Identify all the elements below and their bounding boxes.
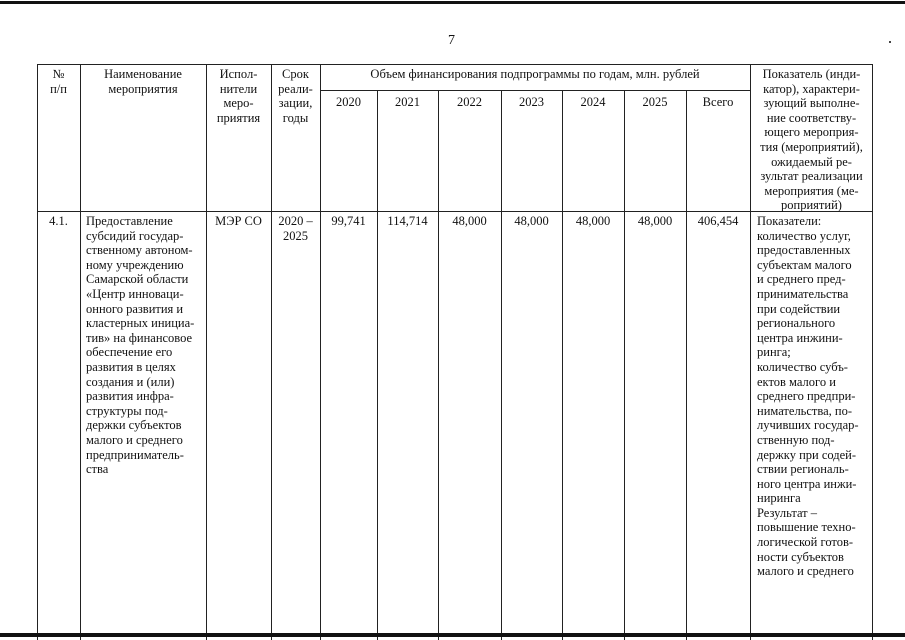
row-term: 2020 – 2025 xyxy=(278,214,313,243)
header-funding-title: Объем финансирования подпрограммы по годам, млн. рублей xyxy=(370,67,700,81)
row-value-2024: 48,000 xyxy=(575,214,611,228)
scan-speck xyxy=(889,41,891,43)
row-value-2023: 48,000 xyxy=(514,214,549,228)
row-num: 4.1. xyxy=(49,214,68,228)
header-year-2025: 2025 xyxy=(642,95,668,109)
page-number: 7 xyxy=(448,33,455,48)
row-value-2022: 48,000 xyxy=(452,214,487,228)
row-executor: МЭР СО xyxy=(215,214,262,228)
row-value-2020: 99,741 xyxy=(331,214,366,228)
header-year-2024: 2024 xyxy=(580,95,606,109)
header-year-2021: 2021 xyxy=(395,95,420,109)
header-year-2020: 2020 xyxy=(336,95,361,109)
row-value-2025: 48,000 xyxy=(637,214,673,228)
row-indicator: Показатели: количество услуг, предоставленных субъектам малого и среднего пред- принимательства при содействии регионального центра инжини- ринга; количество субъ- ектов малого и среднего предпри- нимательства, по- лучивших государ- ственную под- держку при содей- ствии региональ- ного центра инжи- ниринга Результат – повышение техно- логической готов- ности субъектов малого и среднего xyxy=(757,214,859,579)
top-border-line xyxy=(0,1,905,4)
header-indicator: Показатель (инди- катор), характери- зующий выполне- ние соответству- ющего мероприя- тия (мероприятий), ожидаемый ре- зультат реализации мероприятия (ме- роприятий) xyxy=(760,67,863,213)
header-total: Всего xyxy=(702,95,734,109)
bottom-border-line xyxy=(0,633,905,637)
header-name: Наименование мероприятия xyxy=(104,67,182,96)
header-year-2022: 2022 xyxy=(457,95,482,109)
header-num: № п/п xyxy=(50,67,67,96)
header-executor: Испол- нители меро- приятия xyxy=(216,67,261,125)
row-value-total: 406,454 xyxy=(697,214,739,228)
row-name: Предоставление субсидий государ- ственному автоном- ному учреждению Самарской области «Центр инноваци- онного развития и кластерных инициа- тив» на финансовое обеспечение его развития в целях создания и (или) развития инфра- структуры под- держки субъектов малого и среднего предприниматель- ства xyxy=(86,214,195,477)
header-term: Срок реали- зации, годы xyxy=(278,67,313,125)
header-year-2023: 2023 xyxy=(519,95,544,109)
row-value-2021: 114,714 xyxy=(387,214,428,228)
